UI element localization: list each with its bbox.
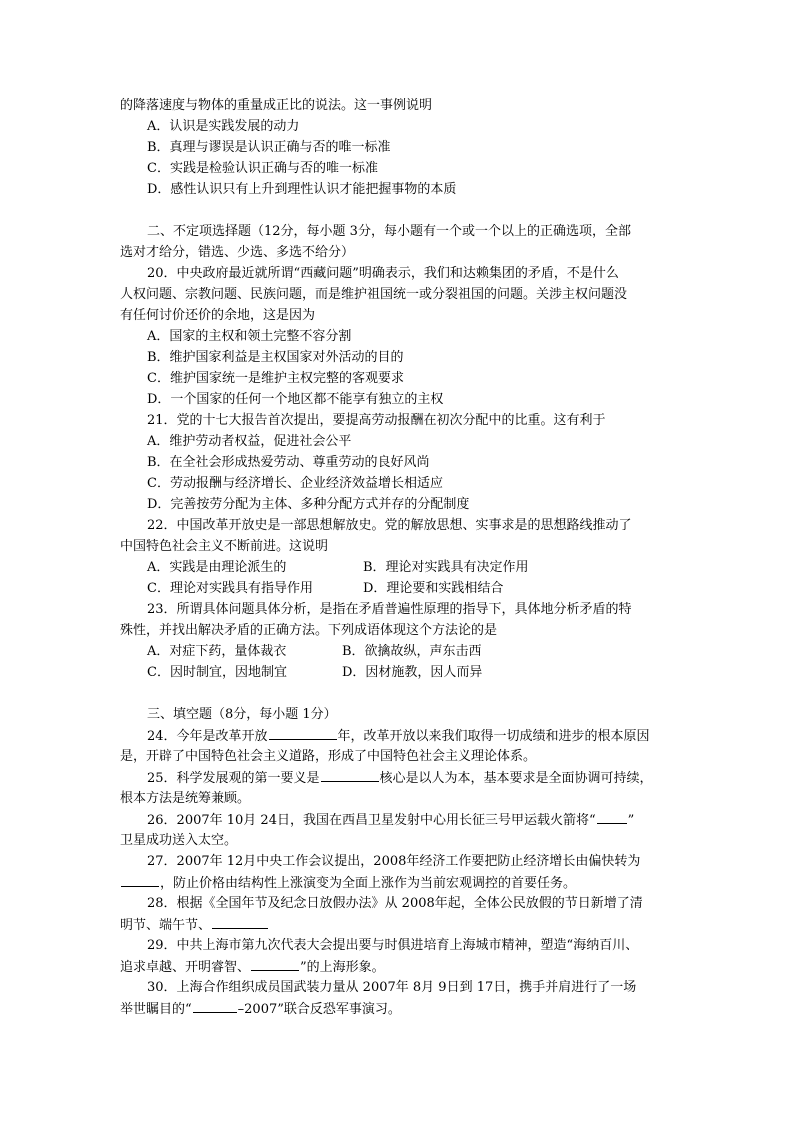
q28-text-a: 明节、端午节、 <box>120 918 212 933</box>
q28-line2 <box>120 916 269 935</box>
q24-text-b: 年，改革开放以来我们取得一切成绩和进步的根本原因 <box>337 729 650 744</box>
q21-option-a: A．维护劳动者权益，促进社会公平 <box>147 434 352 449</box>
q24-line2: 是，开辟了中国特色社会主义道路，形成了中国特色社会主义理论体系。 <box>120 749 537 764</box>
q30-line2 <box>120 1000 401 1019</box>
section2-heading: 二、不定项选择题（12分，每小题 3分，每小题有一个或一个以上的正确选项，全部 <box>147 224 631 239</box>
q24-text-a: 24．今年是改革开放 <box>147 729 268 744</box>
q23-option-b: B．欲擒故纵，声东击西 <box>342 644 482 659</box>
q25-line1 <box>147 769 653 788</box>
q30-text-a: 举世瞩目的“ <box>120 1002 192 1017</box>
q21-option-d: D．完善按劳分配为主体、多种分配方式并存的分配制度 <box>147 497 470 512</box>
q26-line1 <box>147 811 634 830</box>
q30-answer-blank[interactable] <box>193 1000 237 1013</box>
q27-text-b: ，防止价格由结构性上涨演变为全面上涨作为当前宏观调控的首要任务。 <box>160 876 577 891</box>
q25-line2: 根本方法是统筹兼顾。 <box>120 791 251 806</box>
q26-line2: 卫星成功送入太空。 <box>120 833 238 848</box>
q26-answer-blank[interactable] <box>597 811 627 824</box>
q25-text-a: 25．科学发展观的第一要义是 <box>147 771 320 786</box>
q27-answer-blank[interactable] <box>121 874 159 887</box>
q27-line2 <box>120 874 576 893</box>
q30-line1: 30．上海合作组织成员国武装力量从 2007年 8月 9日到 17日，携手并肩进行了一场 <box>147 980 637 995</box>
q21-option-c: C．劳动报酬与经济增长、企业经济效益增长相适应 <box>147 476 443 491</box>
q23-option-a: A．对症下药，量体裁衣 <box>147 644 287 659</box>
q22-option-d: D．理论要和实践相结合 <box>363 581 504 596</box>
q30-text-b: –2007”联合反恐军事演习。 <box>237 1002 401 1017</box>
q22-option-b: B．理论对实践具有决定作用 <box>363 560 529 575</box>
q21-stem: 21．党的十七大报告首次提出，要提高劳动报酬在初次分配中的比重。这有利于 <box>147 413 606 428</box>
q19-option-b: B．真理与谬误是认识正确与否的唯一标准 <box>147 140 391 155</box>
q19-option-a: A．认识是实践发展的动力 <box>147 119 300 134</box>
q19-option-d: D．感性认识只有上升到理性认识才能把握事物的本质 <box>147 182 457 197</box>
q28-answer-blank[interactable] <box>212 916 268 929</box>
q19-stem-tail: 的降落速度与物体的重量成正比的说法。这一事例说明 <box>120 98 433 113</box>
q29-text-b: ”的上海形象。 <box>300 960 385 975</box>
q22-stem: 22．中国改革开放史是一部思想解放史。党的解放思想、实事求是的思想路线推动了 <box>147 518 632 533</box>
q24-answer-blank[interactable] <box>269 727 337 740</box>
q27-line1: 27．2007年 12月中央工作会议提出，2008年经济工作要把防止经济增长由偏快转为 <box>147 854 641 869</box>
q26-text-a: 26．2007年 10月 24日，我国在西昌卫星发射中心用长征三号甲运载火箭将“ <box>147 813 596 828</box>
q29-line2 <box>120 958 385 977</box>
q24-line1 <box>147 727 650 746</box>
q21-option-b: B．在全社会形成热爱劳动、尊重劳动的良好风尚 <box>147 455 430 470</box>
section3-heading: 三、填空题（8分，每小题 1分） <box>147 707 337 722</box>
q25-text-b: 核心是以人为本，基本要求是全面协调可持续， <box>379 771 653 786</box>
q20-option-c: C．维护国家统一是维护主权完整的客观要求 <box>147 371 404 386</box>
q22-stem-cont: 中国特色社会主义不断前进。这说明 <box>120 539 329 554</box>
q20-option-b: B．维护国家利益是主权国家对外活动的目的 <box>147 350 404 365</box>
q29-text-a: 追求卓越、开明睿智、 <box>120 960 251 975</box>
section2-heading-cont: 选对才给分，错选、少选、多选不给分） <box>120 245 355 260</box>
q29-line1: 29．中共上海市第九次代表大会提出要与时俱进培育上海城市精神，塑造“海纳百川、 <box>147 938 639 953</box>
q22-option-c: C．理论对实践具有指导作用 <box>147 581 313 596</box>
q23-stem-cont: 殊性，并找出解决矛盾的正确方法。下列成语体现这个方法论的是 <box>120 623 498 638</box>
q25-answer-blank[interactable] <box>321 769 379 782</box>
q20-stem-cont: 有任何讨价还价的余地，这是因为 <box>120 308 316 323</box>
q23-option-d: D．因材施教，因人而异 <box>342 665 483 680</box>
q20-option-d: D．一个国家的任何一个地区都不能享有独立的主权 <box>147 392 444 407</box>
q26-text-b: ” <box>627 813 635 828</box>
q23-stem: 23．所谓具体问题具体分析，是指在矛盾普遍性原理的指导下，具体地分析矛盾的特 <box>147 602 632 617</box>
q22-option-a: A．实践是由理论派生的 <box>147 560 287 575</box>
q29-answer-blank[interactable] <box>251 958 299 971</box>
q20-stem: 20．中央政府最近就所谓“西藏问题”明确表示，我们和达赖集团的矛盾，不是什么 <box>147 266 619 281</box>
q19-option-c: C．实践是检验认识正确与否的唯一标准 <box>147 161 378 176</box>
q20-stem-cont: 人权问题、宗教问题、民族问题，而是维护祖国统一或分裂祖国的问题。关涉主权问题没 <box>120 287 628 302</box>
q23-option-c: C．因时制宜，因地制宜 <box>147 665 287 680</box>
q28-line1: 28．根据《全国年节及纪念日放假办法》从 2008年起，全体公民放假的节日新增了清 <box>147 896 643 911</box>
q20-option-a: A．国家的主权和领土完整不容分割 <box>147 329 352 344</box>
